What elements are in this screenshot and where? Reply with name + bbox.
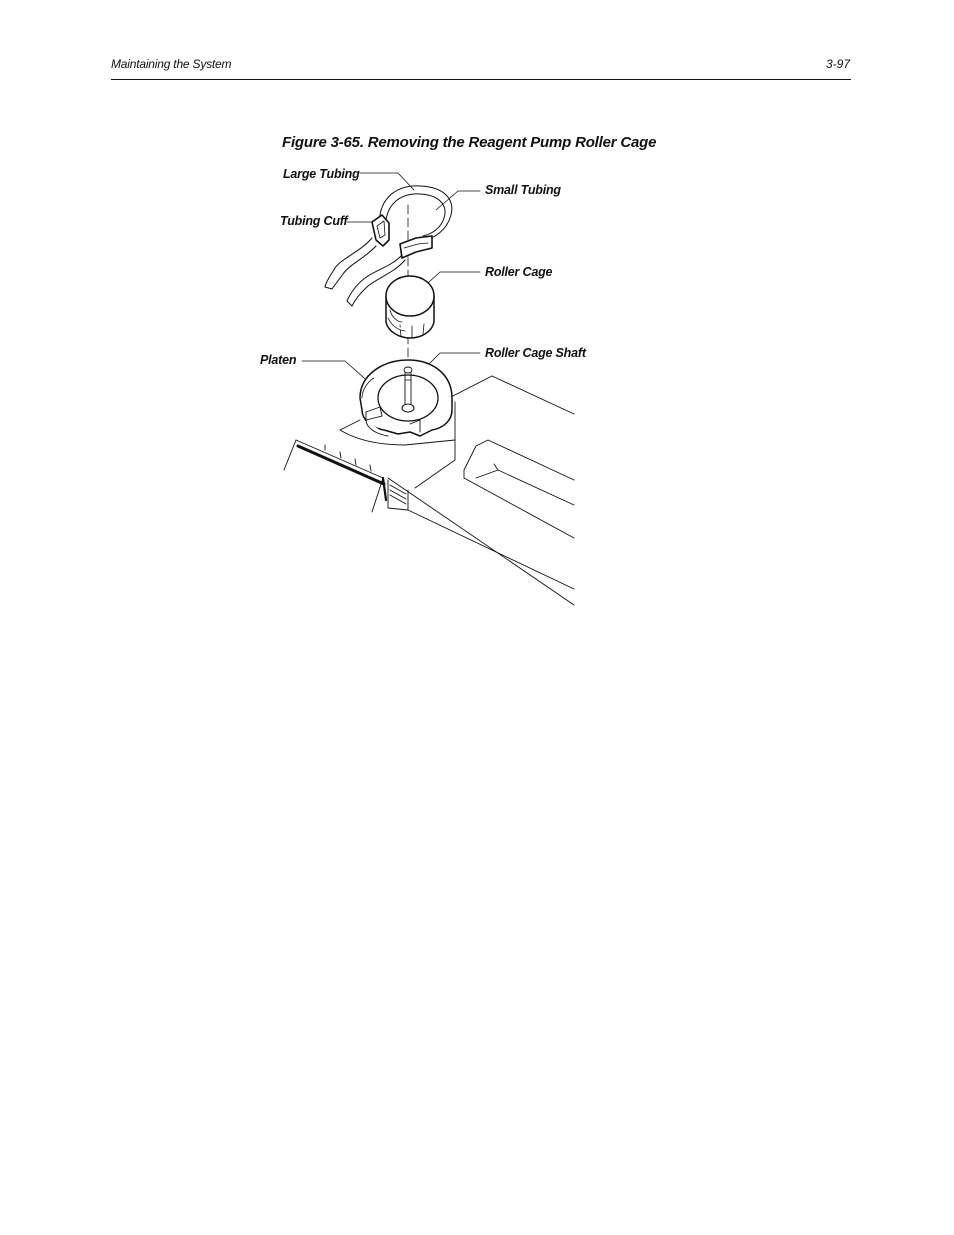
platen xyxy=(360,360,452,436)
callout-tubing-cuff: Tubing Cuff xyxy=(280,214,348,228)
callout-platen: Platen xyxy=(260,353,297,367)
callout-roller-cage: Roller Cage xyxy=(485,265,553,279)
callout-small-tubing: Small Tubing xyxy=(485,183,561,197)
bezel-edge xyxy=(284,440,386,512)
tubing-loops xyxy=(379,186,452,240)
figure-title: Figure 3-65. Removing the Reagent Pump Roller Cage xyxy=(282,134,657,151)
tubing-cuff-left xyxy=(372,215,389,246)
running-header-section: Maintaining the System xyxy=(111,57,232,71)
callout-roller-cage-shaft: Roller Cage Shaft xyxy=(485,346,586,360)
tubing-cuff-right xyxy=(400,236,432,258)
callout-large-tubing: Large Tubing xyxy=(283,167,360,181)
roller-cage xyxy=(386,276,434,338)
page-number: 3-97 xyxy=(825,57,850,71)
